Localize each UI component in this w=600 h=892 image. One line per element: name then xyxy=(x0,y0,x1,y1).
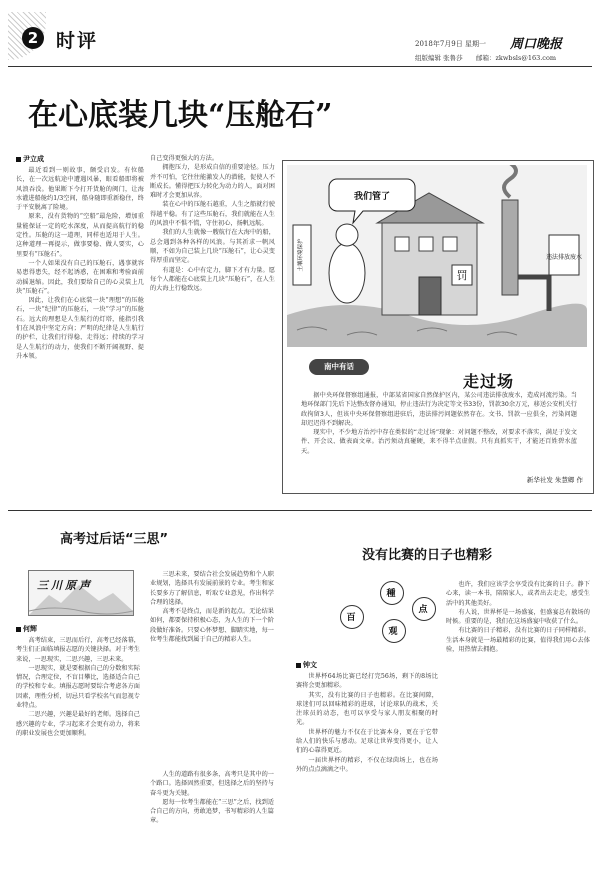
worldcup-para: 世界杯的魅力不仅在于比赛本身，更在于它带给人们的快乐与感动。足球让世界变得更小，让人们的心靠得更近。 xyxy=(296,728,438,755)
lead-para: 自己变得更强大的方法。 xyxy=(150,155,219,162)
worldcup-byline xyxy=(296,660,317,670)
gaokao-column-1 xyxy=(16,636,140,882)
editor-line: 组版编辑 张鲁莎 xyxy=(415,54,463,62)
email: 邮箱：zkwbsls@163.com xyxy=(476,54,557,62)
bubble-char: 百 xyxy=(346,613,356,623)
gaokao-para: 三思未来，要结合社会发展趋势和个人职业规划，选择具有发展前景的专业。考生和家长要多方了解信息，听取专业意见，作出科学合理的选择。 xyxy=(150,571,274,606)
gaokao-para: 人生的道路有很多条，高考只是其中的一个路口。选择固然重要，但选择之后的坚持与奋斗更为关键。 xyxy=(150,771,274,797)
cartoon-illustration xyxy=(287,165,587,347)
cartoon-headline: 走过场 xyxy=(463,372,515,391)
worldcup-para: 有人说，世界杯是一场盛宴，但盛宴总有散场的时候。重要的是，我们在这场盛宴中收获了什么。 xyxy=(446,608,590,626)
lead-para: 一个人如果没有自己的压舱石，遇事就容易患得患失，经不起诱惑，在困难和考验面前动摇退缩。因此，我们要给自己的心灵装上几块“压舱石”。 xyxy=(16,259,144,295)
lead-para: 我们的人生就像一艘航行在大海中的船，总会遇到各种各样的风浪。与其祈求一帆风顺，不如为自己装上几块“压舱石”，让心灵变得厚重而坚定。 xyxy=(150,229,275,265)
worldcup-para: 世界杯64场比赛已经打完56场，剩下的8场比赛将会更加精彩。 xyxy=(296,673,438,690)
lead-byline xyxy=(16,154,44,164)
gaokao-para: 高考不是终点，而是新的起点。无论结果如何，都要保持积极心态，为人生的下一个阶段做好准备。只要心怀梦想、脚踏实地，每一位考生都能找到属于自己的精彩人生。 xyxy=(150,608,274,644)
gaokao-author: 何辉 xyxy=(23,625,37,633)
speech-bubble-text: 我们管了 xyxy=(353,192,391,202)
section-title: 时评 xyxy=(56,30,99,52)
byline-marker xyxy=(16,157,21,162)
gaokao-headline: 高考过后话“三思” xyxy=(60,532,169,547)
worldcup-column-1 xyxy=(296,672,438,882)
gaokao-para: 一思现实，就是要根据自己的分数和实际情况，合理定位，不盲目攀比，选择适合自己的学校和专业。填报志愿时要综合考虑各方面因素，理性分析，切忌只看学校名气而忽视专业特点。 xyxy=(16,664,140,710)
column-logo xyxy=(28,570,134,616)
building-window xyxy=(443,237,457,251)
column-logo-label: 三川原声 xyxy=(37,579,93,592)
header-rule xyxy=(8,66,592,67)
bubble-char: 观 xyxy=(388,627,398,637)
lead-column-1 xyxy=(16,166,144,478)
lead-para: 最近看到一则故事，颇受启发。有位船长，在一次远航途中遭遇风暴，眼看船即将被风浪吞没。他果断下令打开货舱的阀门，让海水灌进船舱约1/3空间，船身随即重新稳住，终于平安脱离了险境。 xyxy=(16,167,144,212)
page-header xyxy=(0,0,600,72)
cartoon-para: 据中央环保督察组通报，中部某省国家自然保护区内，某公司违法排放废水，造成河流污染。当地环保部门先后下达整改督办通知，停止违法行为决定等文书33份，罚款30余万元，移送公安机关行政拘留3人，但该中央环保督察组进驻后，违法排污问题依然存在。文书、罚款一应俱全，污染问题却迟迟得不到解决。 xyxy=(301,392,577,427)
lead-para: 拥抱压力，是形成自信的重要途径。压力并不可怕，它往往能激发人的潜能，促使人不断成长。懂得把压力转化为动力的人，面对困难时才会更加从容。 xyxy=(150,164,275,200)
gaokao-para: 愿每一位考生都能在“三思”之后，找到适合自己的方向，勇敢追梦，书写精彩的人生篇章。 xyxy=(150,798,274,825)
official-figure xyxy=(329,243,365,303)
bubble-cluster xyxy=(300,575,470,655)
cartoon-box xyxy=(282,160,594,494)
page-number: 2 xyxy=(27,29,39,47)
gaokao-para: 高考结束，三思而后行，高考已经落幕，考生们正面临填报志愿的关键抉择。对于考生来说，一思现实，二思兴趣，三思未来。 xyxy=(16,637,140,663)
lead-para: 有道是：心中有定力，脚下才有力量。愿每个人都能在心底装上几块“压舱石”，在人生的大海上行稳致远。 xyxy=(150,266,275,293)
cartoon-credit: 新华社发 朱慧卿 作 xyxy=(526,476,583,484)
bubble-char: 点 xyxy=(418,605,428,615)
cartoon-tag-label: 南中有话 xyxy=(324,362,354,371)
worldcup-author: 钟文 xyxy=(303,661,317,669)
lead-para: 装在心中的压舱石越重，人生之船就行驶得越平稳。有了这些压舱石，我们就能在人生的风浪中不惧不慌，守住初心，扬帆远航。 xyxy=(150,201,275,228)
section-divider xyxy=(8,510,592,511)
bubble-char: 種 xyxy=(386,589,396,599)
worldcup-para: 有比赛的日子精彩，没有比赛的日子同样精彩。生活本身就是一场最精彩的比赛，值得我们用心去体验，用热情去拥抱。 xyxy=(446,627,590,654)
gaokao-column-3-visible xyxy=(150,770,274,882)
gaokao-byline xyxy=(16,624,37,634)
lead-para: 原来，没有货物的“空船”最危险，增加重量能保证一定的吃水深度，从而提高航行的稳定性。压舱的这一道理，同样也适用于人生。这种道理一再提示，做事要稳、做人要实，心里要有“压舱石”。 xyxy=(16,213,144,258)
worldcup-para: 也许，我们应该学会享受没有比赛的日子。静下心来，读一本书，陪陪家人，或者出去走走，感受生活中的其他美好。 xyxy=(446,581,590,607)
gaokao-para: 二思兴趣，兴趣是最好的老师。选择自己感兴趣的专业，学习起来才会更有动力，将来的职业发展也会更加顺利。 xyxy=(16,711,140,737)
worldcup-column-2 xyxy=(446,580,590,882)
building-window xyxy=(395,237,409,251)
lead-column-2 xyxy=(150,154,275,478)
lead-author: 尹立成 xyxy=(23,155,44,163)
lead-headline: 在心底装几块“压舱石” xyxy=(28,98,333,133)
building-door xyxy=(419,277,441,315)
masthead: 周口晚报 xyxy=(510,37,563,52)
building-window xyxy=(419,237,433,251)
cartoon-para: 现实中，不少地方治污中存在类似的“走过场”现象：对问题不整改，对要求不落实，满足于发文件、开会议、做表面文章。治污须动真碰硬，来不得半点虚假。只有真抓实干，才能还百姓碧水蓝天。 xyxy=(301,429,577,455)
lead-para: 因此，让我们在心底装一块“理想”的压舱石，一块“纪律”的压舱石，一块“学习”的压舱石。远大的理想是人生航行的灯塔，能指引我们在风浪中坚定方向；严明的纪律是人生航行的护栏，让我们行得稳、走得远；持续的学习是人生航行的动力，使我们不断开阔视野、提升本领。 xyxy=(16,297,144,360)
right-sign-label: 违法排放废水 xyxy=(545,254,583,261)
byline-marker xyxy=(296,663,301,668)
fine-sign-text: 罚 xyxy=(456,269,468,282)
smokestack xyxy=(502,200,518,295)
byline-marker xyxy=(16,627,21,632)
official-head xyxy=(336,224,358,246)
cartoon-body xyxy=(301,391,577,471)
date-line: 2018年7月9日 星期一 xyxy=(415,40,486,48)
worldcup-headline: 没有比赛的日子也精彩 xyxy=(362,548,493,563)
worldcup-para: 其实，没有比赛的日子也精彩。在比赛间隙，球迷们可以回味精彩的进球，讨论球队的战术，关注球员的动态，也可以享受与家人朋友相聚的时光。 xyxy=(296,691,438,727)
left-sign-label: 土壤环境保护 xyxy=(298,238,304,272)
worldcup-para: 一届世界杯的精彩，不仅在绿茵场上，也在场外的点点滴滴之中。 xyxy=(296,756,438,773)
